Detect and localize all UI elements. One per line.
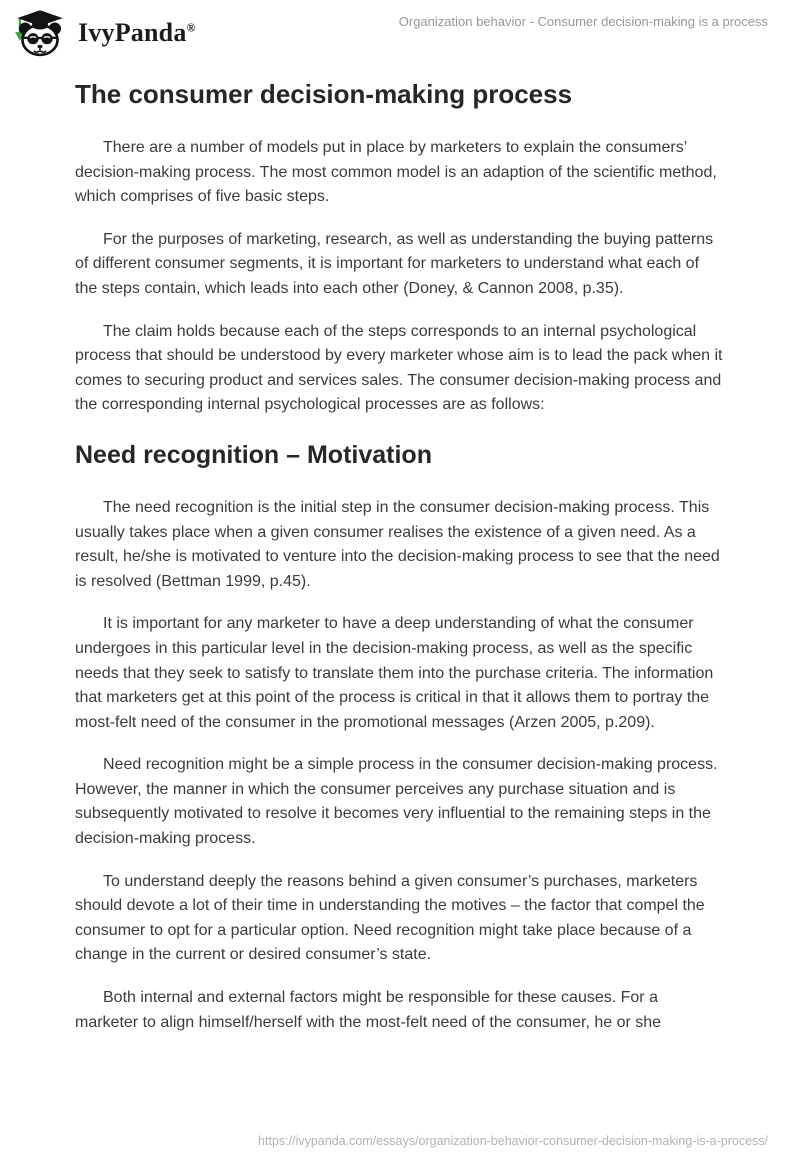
brand (12, 8, 196, 58)
paragraph-need-4: To understand deeply the reasons behind a given consumer’s purchases, marketers should devote a lot of their time in understanding the motives – the factor that compel the consumer to opt for a particular option. Need recognition might take place because of a change in the current or desired consumer’s state. (75, 872, 705, 964)
paragraph-need-5: Both internal and external factors might be responsible for these causes. For a marketer to align himself/herself with the most-felt need of the consumer, he or she (75, 989, 662, 1031)
paragraph-need-2: It is important for any marketer to have a deep understanding of what the consumer undergoes in this particular level in the decision-making process, as well as the specific needs that they seek to satisfy to translate them into the purchase criteria. The information that marketers get at this point of the process is critical in that it allows them to portray the most-felt need of the consumer in the promotional messages (Arzen 2005, p.209). (75, 615, 714, 731)
paragraph-intro-2: For the purposes of marketing, research, as well as understanding the buying patterns of different consumer segments, it is important for marketers to understand what each of the steps contain, which leads into each other (Doney, & Cannon 2008, p.35). (75, 230, 714, 297)
brand-name (78, 20, 196, 46)
page-footer (258, 1134, 768, 1148)
registered-trademark-mark: ® (186, 20, 196, 35)
panda-graduate-icon (12, 8, 68, 58)
running-head-title: Organization behavior - Consumer decision-making is a process (398, 14, 768, 29)
brand-name-text: IvyPanda (78, 18, 187, 47)
source-url: https://ivypanda.com/essays/organization-behavior-consumer-decision-making-is-a-process/ (258, 1134, 768, 1148)
page-header (0, 0, 800, 64)
essay-body (0, 78, 800, 1035)
section-heading-need-recognition: Need recognition – Motivation (75, 440, 432, 469)
paragraph-need-1: The need recognition is the initial step in the consumer decision-making process. This usually takes place when a given consumer realises the existence of a given need. As a result, he/she is motivated to venture into the decision-making process to see that the need is resolved (Bettman 1999, p.45). (75, 498, 720, 590)
page-title: The consumer decision-making process (75, 79, 573, 109)
paragraph-intro-3: The claim holds because each of the steps corresponds to an internal psychological process that should be understood by every marketer whose aim is to lead the pack when it comes to securing product and services sales. The consumer decision-making process and the corresponding internal psychological processes are as follows: (75, 322, 723, 414)
paragraph-intro-1: There are a number of models put in place by marketers to explain the consumers’ decision-making process. The most common model is an adaption of the scientific method, which comprises of five basic steps. (75, 139, 717, 206)
paragraph-need-3: Need recognition might be a simple process in the consumer decision-making process. However, the manner in which the consumer perceives any purchase situation and is subsequently motivated to resolve it becomes very influential to the remaining steps in the decision-making process. (75, 756, 718, 848)
